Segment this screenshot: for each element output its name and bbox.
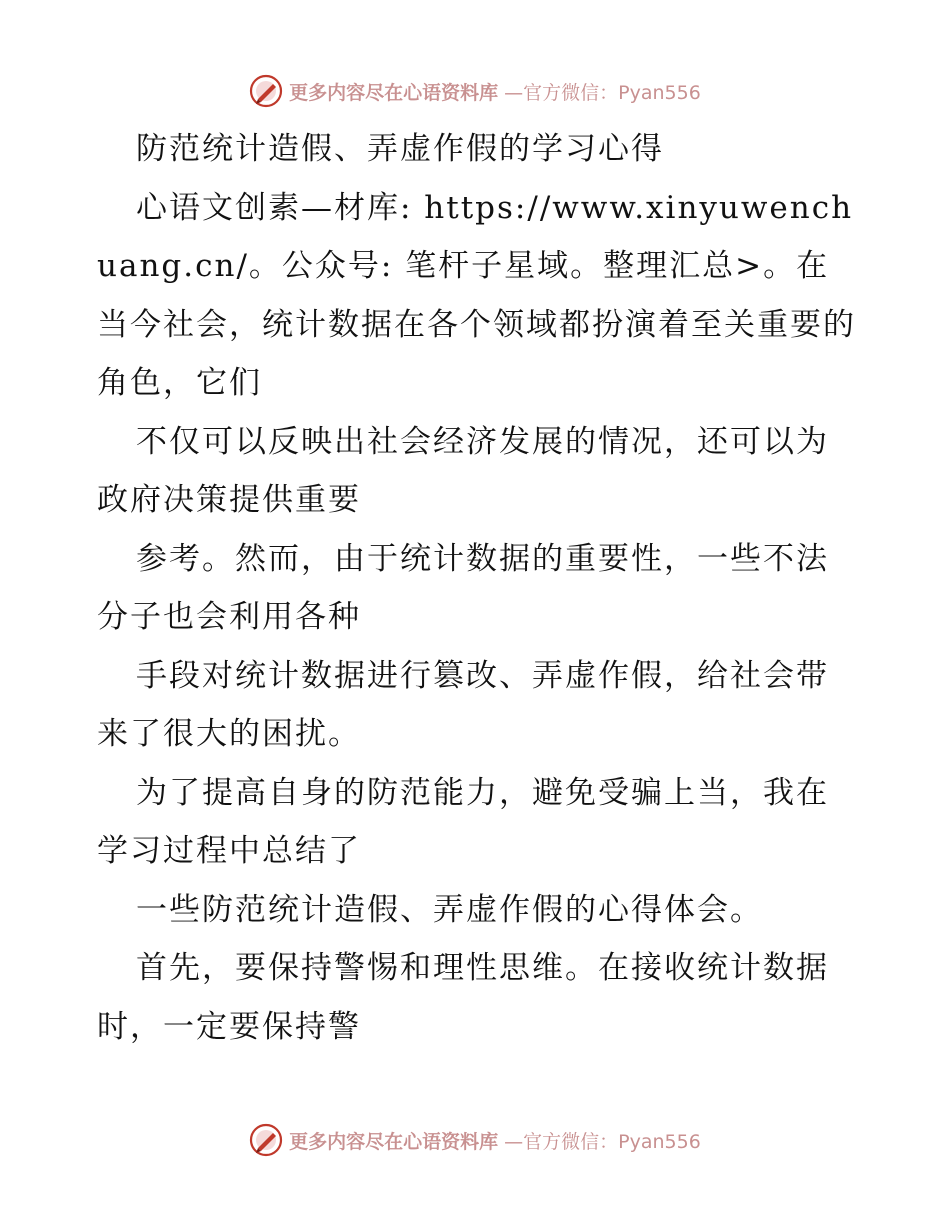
header-banner bbox=[0, 71, 950, 111]
paragraph: 不仅可以反映出社会经济发展的情况，还可以为政府决策提供重要 bbox=[97, 423, 829, 518]
banner-brand-text: 更多内容尽在心语资料库 bbox=[289, 1130, 499, 1153]
banner-brand-text: 更多内容尽在心语资料库 bbox=[289, 81, 499, 104]
paragraph: 心语文创素—材库: https://www.xinyuwenchuang.cn/。公众号: 笔杆子星域。整理汇总>。在当今社会，统计数据在各个领域都扮演着至关重要的角色，它们 bbox=[97, 189, 856, 401]
pen-logo-icon bbox=[249, 1123, 283, 1157]
paragraph: 为了提高自身的防范能力，避免受骗上当，我在学习过程中总结了 bbox=[97, 774, 829, 869]
document-title: 防范统计造假、弄虚作假的学习心得 bbox=[136, 131, 664, 167]
paragraph: 手段对统计数据进行篡改、弄虚作假，给社会带来了很大的困扰。 bbox=[97, 657, 829, 752]
footer-banner bbox=[0, 1120, 950, 1160]
paragraph: 首先，要保持警惕和理性思维。在接收统计数据时，一定要保持警 bbox=[97, 950, 829, 1045]
paragraph: 一些防范统计造假、弄虚作假的心得体会。 bbox=[136, 891, 763, 928]
document-body bbox=[97, 120, 857, 1056]
paragraph: 参考。然而，由于统计数据的重要性，一些不法分子也会利用各种 bbox=[97, 540, 829, 635]
banner-wechat-text: —官方微信：Pyan556 bbox=[504, 1130, 701, 1153]
banner-wechat-text: —官方微信：Pyan556 bbox=[504, 81, 701, 104]
pen-logo-icon bbox=[249, 74, 283, 108]
